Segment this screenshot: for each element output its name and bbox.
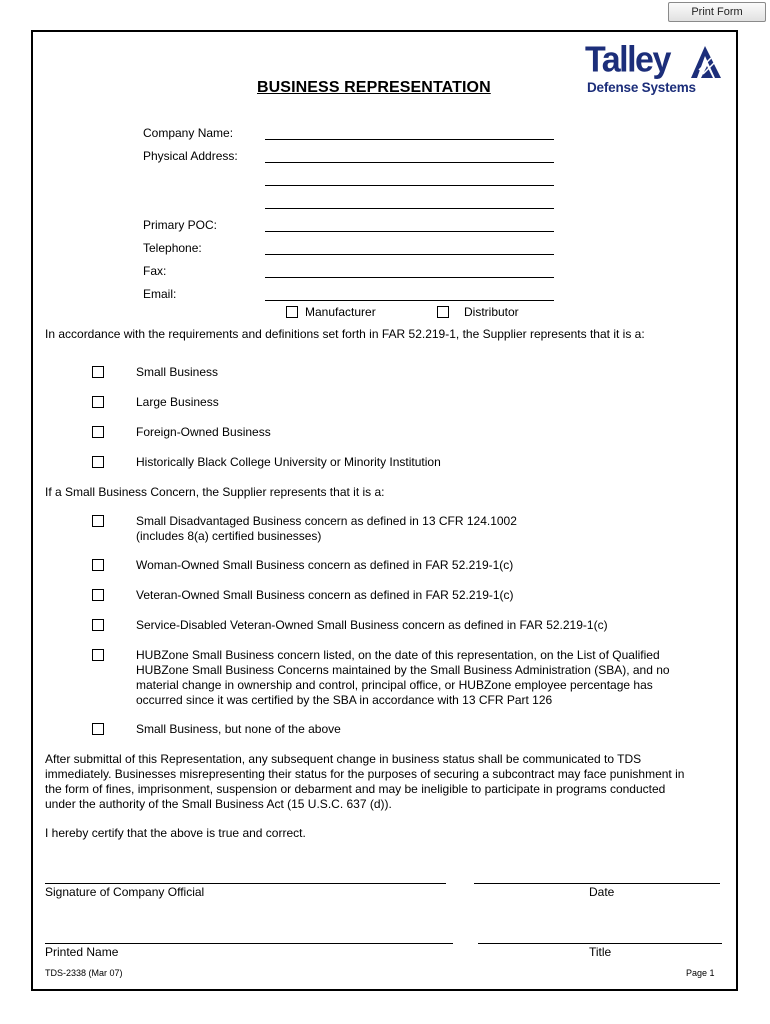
physical-address-field-3[interactable] xyxy=(265,208,554,209)
far-intro-text: In accordance with the requirements and definitions set forth in FAR 52.219-1, the Supplier represents that it is a: xyxy=(45,327,645,341)
notice-line2: immediately. Businesses misrepresenting their status for the purposes of securing a subcontract may face punishment in xyxy=(45,767,685,781)
primary-poc-field[interactable] xyxy=(265,231,554,232)
hubzone-label-line1: HUBZone Small Business concern listed, on the date of this representation, on the List of Qualified xyxy=(136,648,660,662)
foreign-owned-checkbox[interactable] xyxy=(92,426,104,438)
small-business-label: Small Business xyxy=(136,365,219,379)
page-number: Page 1 xyxy=(686,968,715,978)
sdb-checkbox[interactable] xyxy=(92,515,104,527)
physical-address-label: Physical Address: xyxy=(143,149,238,163)
sdb-label-line1: Small Disadvantaged Business concern as defined in 13 CFR 124.1002 xyxy=(136,514,517,528)
hubzone-label-line2: HUBZone Small Business Concerns maintained by the Small Business Administration (SBA), and no xyxy=(136,663,670,677)
foreign-owned-label: Foreign-Owned Business xyxy=(136,425,271,439)
page-title: BUSINESS REPRESENTATION xyxy=(257,79,491,96)
small-business-intro-text: If a Small Business Concern, the Supplier represents that it is a: xyxy=(45,485,385,499)
small-business-checkbox[interactable] xyxy=(92,366,104,378)
signature-label: Signature of Company Official xyxy=(45,885,205,899)
fax-field[interactable] xyxy=(265,277,554,278)
date-field[interactable] xyxy=(474,883,720,884)
primary-poc-label: Primary POC: xyxy=(143,218,218,232)
hubzone-label-line4: occurred since it was certified by the SBA in accordance with 13 CFR Part 126 xyxy=(136,693,553,707)
printed-name-field[interactable] xyxy=(45,943,453,944)
printed-name-label: Printed Name xyxy=(45,945,119,959)
hbcu-mi-checkbox[interactable] xyxy=(92,456,104,468)
signature-field[interactable] xyxy=(45,883,446,884)
notice-line3: the form of fines, imprisonment, suspension or debarment and may be ineligible to participate in programs conducted xyxy=(45,782,666,796)
distributor-label: Distributor xyxy=(464,305,519,319)
fax-label: Fax: xyxy=(143,264,167,278)
date-label: Date xyxy=(589,885,615,899)
none-of-above-label: Small Business, but none of the above xyxy=(136,722,341,736)
telephone-field[interactable] xyxy=(265,254,554,255)
logo-wordmark: Talley xyxy=(585,40,670,80)
notice-line4: under the authority of the Small Business Act (15 U.S.C. 637 (d)). xyxy=(45,797,392,811)
large-business-checkbox[interactable] xyxy=(92,396,104,408)
distributor-checkbox[interactable] xyxy=(437,306,449,318)
certify-text: I hereby certify that the above is true and correct. xyxy=(45,826,306,840)
sdb-label-line2: (includes 8(a) certified businesses) xyxy=(136,529,322,543)
talley-logo xyxy=(585,42,725,102)
title-label: Title xyxy=(589,945,612,959)
physical-address-field-1[interactable] xyxy=(265,162,554,163)
form-frame xyxy=(31,30,738,991)
manufacturer-checkbox[interactable] xyxy=(286,306,298,318)
none-of-above-checkbox[interactable] xyxy=(92,723,104,735)
notice-line1: After submittal of this Representation, any subsequent change in business status shall be communicated to TDS xyxy=(45,752,642,766)
vosb-checkbox[interactable] xyxy=(92,589,104,601)
telephone-label: Telephone: xyxy=(143,241,202,255)
title-field[interactable] xyxy=(478,943,722,944)
vosb-label: Veteran-Owned Small Business concern as defined in FAR 52.219-1(c) xyxy=(136,588,514,602)
hubzone-checkbox[interactable] xyxy=(92,649,104,661)
manufacturer-label: Manufacturer xyxy=(305,305,376,319)
wosb-checkbox[interactable] xyxy=(92,559,104,571)
logo-arrow-icon xyxy=(689,44,723,80)
email-label: Email: xyxy=(143,287,177,301)
company-name-label: Company Name: xyxy=(143,126,234,140)
print-form-button[interactable]: Print Form xyxy=(668,2,766,22)
sdvosb-label: Service-Disabled Veteran-Owned Small Business concern as defined in FAR 52.219-1(c) xyxy=(136,618,608,632)
logo-subtitle: Defense Systems xyxy=(587,80,696,95)
company-name-field[interactable] xyxy=(265,139,554,140)
sdvosb-checkbox[interactable] xyxy=(92,619,104,631)
hubzone-label-line3: material change in ownership and control, principal office, or HUBZone employee percentage has xyxy=(136,678,653,692)
large-business-label: Large Business xyxy=(136,395,219,409)
physical-address-field-2[interactable] xyxy=(265,185,554,186)
email-field[interactable] xyxy=(265,300,554,301)
hbcu-mi-label: Historically Black College University or Minority Institution xyxy=(136,455,441,469)
form-id: TDS-2338 (Mar 07) xyxy=(45,968,123,978)
wosb-label: Woman-Owned Small Business concern as defined in FAR 52.219-1(c) xyxy=(136,558,514,572)
